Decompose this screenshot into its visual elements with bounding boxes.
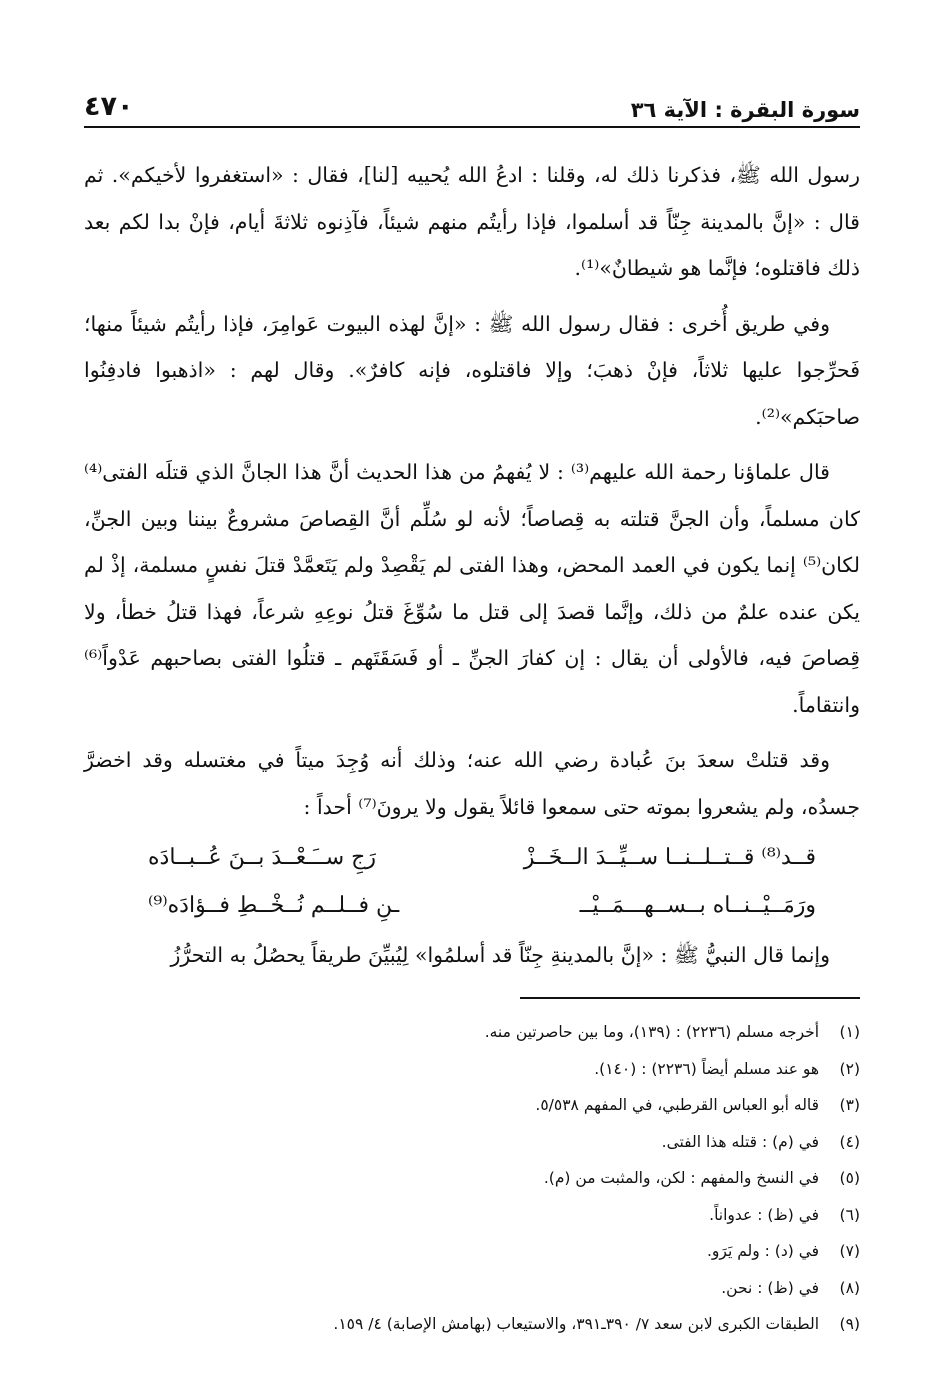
footnote-text: هو عند مسلم أيضاً (٢٢٣٦) : (١٤٠). [594, 1059, 820, 1078]
footnote-number: (٩) [839, 1315, 860, 1333]
footnote-text: أخرجه مسلم (٢٢٣٦) : (١٣٩)، وما بين حاصرتين منه. [484, 1023, 820, 1041]
footnote [84, 1087, 860, 1124]
verse-second-hemistich: رَجِ ســَـعْــدَ بــنَ عُــبــادَه [148, 845, 376, 870]
footnote-text: في (د) : ولم يَرَو. [707, 1242, 820, 1260]
footnote [84, 1197, 860, 1234]
footnote [84, 1270, 860, 1307]
footnote [84, 1124, 860, 1161]
page-number: ٤٧٠ [84, 91, 134, 122]
poem-verse [84, 834, 860, 882]
main-text [84, 152, 860, 988]
paragraph: وفي طريق أُخرى : فقال رسول الله ﷺ : «إنَّ لهذه البيوت عَوامِرَ، فإذا رأيتُم شيئاً منها؛ فَحرِّجوا عليها ثلاثاً، فإنْ ذهبَ؛ وإلا فاقتلوه، فإنه كافرٌ». وقال لهم : «اذهبوا فادفِنُوا صاحبَكم»⁽²⁾. [84, 311, 860, 429]
section-title: سورة البقرة : الآية ٣٦ [630, 98, 860, 122]
footnote-text: قاله أبو العباس القرطبي، في المفهم ٥/٥٣٨. [535, 1096, 820, 1114]
paragraph: رسول الله ﷺ، فذكرنا ذلك له، وقلنا : ادعُ الله يُحييه [لنا]، فقال : «استغفروا لأخيكم». ثم قال : «إنَّ بالمدينة جِنّاً قد أسلموا، فإذا رأيتُم منهم شيئاً، فآذِنوه ثلاثةَ أيام، فإنْ بدا لكم بعد ذلك فاقتلوه؛ فإنَّما هو شيطانٌ»⁽¹⁾. [84, 163, 860, 280]
paragraph: قال علماؤنا رحمة الله عليهم⁽³⁾ : لا يُفهمُ من هذا الحديث أنَّ هذا الجانَّ الذي قتلَه الفتى⁽⁴⁾ كان مسلماً، وأن الجنَّ قتلته به قِصاصاً؛ لأنه لو سُلِّم أنَّ القِصاصَ مشروعٌ بيننا وبين الجنِّ، لكان⁽⁵⁾ إنما يكون في العمد المحض، وهذا الفتى لم يَقْصِدْ ولم يَتَعمَّدْ قتلَ نفسٍ مسلمة، إذْ لم يكن عنده علمٌ من ذلك، وإنَّما قصدَ إلى قتل ما سُوِّغَ قتلُ نوعِهِ شرعاً، فهذا قتلُ خطأ، ولا قِصاصَ فيه، فالأولى أن يقال : إن كفارَ الجنِّ ـ أو فَسَقَتَهم ـ قتلُوا الفتى بصاحبهم عَدْواً⁽⁶⁾ وانتقاماً. [84, 460, 860, 717]
footnote-text: في (ظ) : عدواناً. [709, 1205, 820, 1224]
footnote [84, 1014, 860, 1051]
footnote [84, 1233, 860, 1270]
paragraph: وقد قتلتْ سعدَ بنَ عُبادة رضي الله عنه؛ وذلك أنه وُجِدَ ميتاً في مغتسله وقد اخضرَّ جسدُه، ولم يشعروا بموته حتى سمعوا قائلاً يقول ولا يرونَ⁽⁷⁾ أحداً : [84, 748, 860, 819]
footnote-number: (٤) [839, 1132, 860, 1151]
closing-line: وإنما قال النبيُّ ﷺ : «إنَّ بالمدينةِ جِنّاً قد أسلمُوا» لِيُبيِّنَ طريقاً يحصُلُ به التحرُّزُ [170, 943, 830, 967]
footnote-number: (٦) [839, 1205, 860, 1224]
footnote-number: (٣) [839, 1096, 860, 1114]
footnote [84, 1160, 860, 1197]
footnote-text: في النسخ والمفهم : لكن، والمثبت من (م). [543, 1169, 820, 1187]
footnote-number: (١) [839, 1023, 860, 1041]
footnote [84, 1306, 860, 1343]
footnote [84, 1051, 860, 1088]
poem-verse [84, 882, 860, 930]
footnote-text: في (ظ) : نحن. [721, 1278, 820, 1297]
footnote-text: الطبقات الكبرى لابن سعد ٧/ ٣٩٠ـ٣٩١، والاستيعاب (بهامش الإصابة) ٤/ ١٥٩. [333, 1315, 820, 1333]
footnote-divider [520, 997, 860, 999]
footnote-number: (٧) [839, 1242, 860, 1260]
verse-first-hemistich: ورَمَــيْــنــاه بــســهـــمَــيْــ [579, 893, 816, 918]
footnote-number: (٥) [839, 1169, 860, 1187]
footnote-text: في (م) : قتله هذا الفتى. [661, 1132, 820, 1151]
verse-first-hemistich: قــد⁽⁸⁾ قــتــلــنــا ســيِّــدَ الــخَــزْ [523, 845, 816, 870]
footnote-number: (٢) [839, 1059, 860, 1078]
running-head [84, 82, 860, 128]
footnotes [84, 1014, 860, 1343]
verse-second-hemistich: ـنِ فــلــم نُــخْــطِ فــؤادَه⁽⁹⁾ [148, 893, 400, 918]
footnote-number: (٨) [839, 1278, 860, 1297]
